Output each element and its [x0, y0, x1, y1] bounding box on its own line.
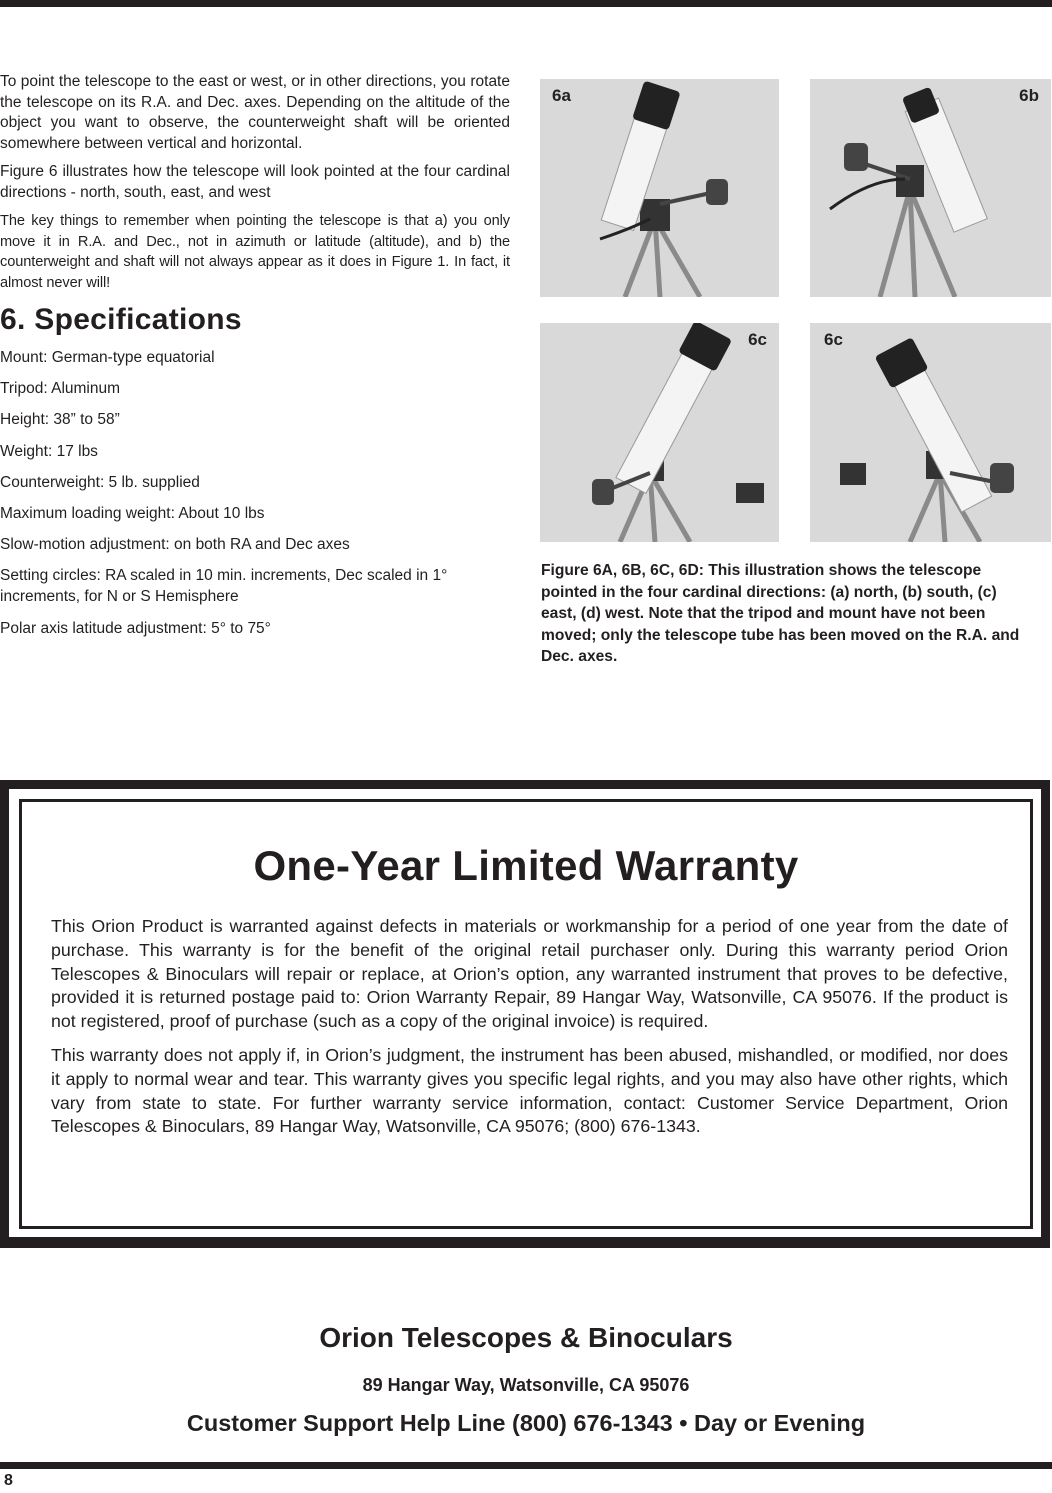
specifications-heading: 6. Specifications [0, 303, 242, 336]
page-number: 8 [4, 1472, 13, 1489]
figure-caption: Figure 6A, 6B, 6C, 6D: This illustration shows the telescope pointed in the four cardinal directions: (a) north, (b) south, (c) east, (d) west. Note that the tripod and mount have not been moved; only the telescope tube has been moved on the R.A. and Dec. axes. [541, 562, 1020, 665]
spec-item: Polar axis latitude adjustment: 5° to 75° [0, 619, 271, 637]
figure-6b-photo [810, 79, 1051, 297]
figure-label: 6b [1019, 86, 1039, 105]
intro-paragraph-3: The key things to remember when pointing the telescope is that a) you only move it in R.A. and Dec., not in azimuth or latitude (altitude), and b) the counterweight and shaft will not always appear as it does in Figure 1. In fact, it almost never will! [0, 213, 510, 291]
company-name: Orion Telescopes & Binoculars [319, 1322, 733, 1353]
telescope-north-illustration [540, 79, 779, 297]
figure-6c-photo [540, 323, 779, 542]
spec-item: Slow-motion adjustment: on both RA and Dec axes [0, 536, 350, 554]
telescope-west-illustration [810, 323, 1051, 542]
intro-paragraph-2: Figure 6 illustrates how the telescope will look pointed at the four cardinal directions - north, south, east, and west [0, 163, 510, 201]
warranty-paragraph-2: This warranty does not apply if, in Orion’s judgment, the instrument has been abused, mishandled, or modified, nor does it apply to normal wear and tear. This warranty gives you specific legal rights, and you may also have other rights, which vary from state to state. For further warranty service information, contact: Customer Service Department, Orion Telescopes & Binoculars, 89 Hangar Way, Watsonville, CA 95076; (800) 676-1343. [51, 1044, 1008, 1137]
company-address: 89 Hangar Way, Watsonville, CA 95076 [362, 1375, 690, 1395]
telescope-east-illustration [540, 323, 779, 542]
warranty-frame [0, 780, 1050, 1248]
figure-6a-photo [540, 79, 779, 297]
figure-6d-photo [810, 323, 1051, 542]
telescope-south-illustration [810, 79, 1051, 297]
spec-item: Weight: 17 lbs [0, 442, 98, 460]
support-line: Customer Support Help Line (800) 676-1343 • Day or Evening [186, 1410, 866, 1436]
figure-label: 6c [824, 330, 843, 349]
specifications-list [0, 347, 510, 639]
spec-item: Tripod: Aluminum [0, 380, 121, 398]
spec-item: Mount: German-type equatorial [0, 349, 215, 366]
spec-item: Counterweight: 5 lb. supplied [0, 473, 200, 491]
warranty-box [19, 799, 1033, 1229]
spec-item: Setting circles: RA scaled in 10 min. increments, Dec scaled in 1° increments, for N or S Hemisphere [0, 567, 448, 606]
figure-label: 6c [748, 330, 767, 349]
top-rule [0, 0, 1052, 7]
intro-paragraph-1: To point the telescope to the east or west, or in other directions, you rotate the telescope on its R.A. and Dec. axes. Depending on the altitude of the object you want to observe, the counterweight shaft will be oriented somewhere between vertical and horizontal. [0, 73, 510, 152]
spec-item: Height: 38” to 58” [0, 411, 120, 429]
left-column [0, 72, 510, 649]
bottom-rule [0, 1462, 1052, 1469]
figure-label: 6a [552, 86, 571, 105]
warranty-title: One-Year Limited Warranty [253, 842, 799, 889]
warranty-panel [9, 789, 1041, 1237]
warranty-body [51, 915, 1008, 1149]
spec-item: Maximum loading weight: About 10 lbs [0, 504, 265, 522]
warranty-paragraph-1: This Orion Product is warranted against defects in materials or workmanship for a period of one year from the date of purchase. This warranty is for the benefit of the original retail purchaser only. During this warranty period Orion Telescopes & Binoculars will repair or replace, at Orion’s option, any warranted instrument that proves to be defective, provided it is returned postage paid to: Orion Warranty Repair, 89 Hangar Way, Watsonville, CA 95076. If the product is not registered, proof of purchase (such as a copy of the original invoice) is required. [51, 916, 1008, 1032]
